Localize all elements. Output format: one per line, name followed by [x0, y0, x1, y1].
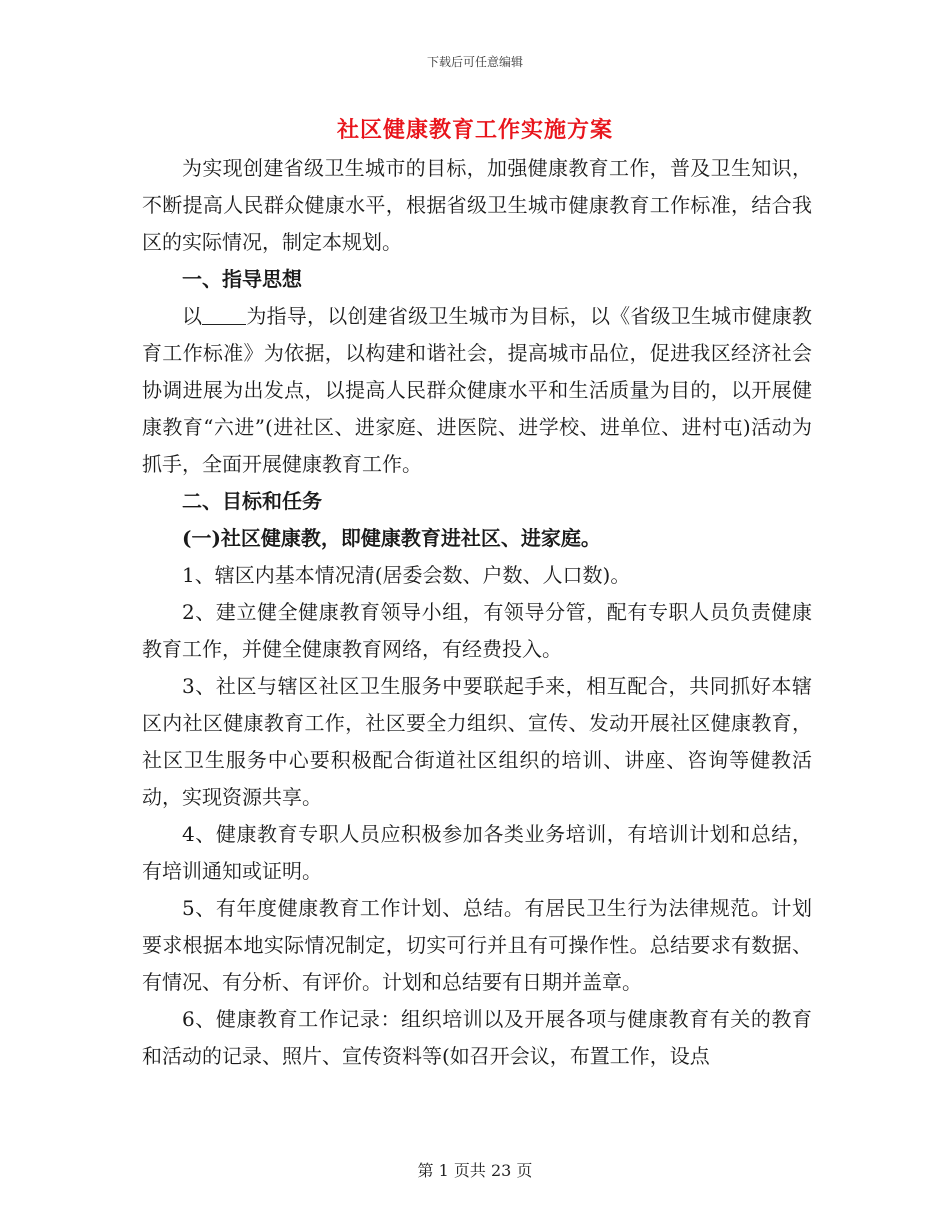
list-item-5: 5、有年度健康教育工作计划、总结。有居民卫生行为法律规范。计划要求根据本地实际情况制定，切实可行并且有可操作性。总结要求有数据、有情况、有分析、有评价。计划和总结要有日期并盖章。: [142, 896, 812, 994]
subsection-heading-community: (一)社区健康教，即健康教育进社区、进家庭。: [182, 526, 601, 550]
document-title: 社区健康教育工作实施方案: [336, 117, 613, 143]
document-body: [142, 150, 812, 1075]
section-heading-guiding-ideology: 一、指导思想: [182, 267, 302, 291]
intro-paragraph: 为实现创建省级卫生城市的目标，加强健康教育工作，普及卫生知识，不断提高人民群众健康水平，根据省级卫生城市健康教育工作标准，结合我区的实际情况，制定本规划。: [142, 156, 812, 254]
guide-text-b: 为指导，以创建省级卫生城市为目标，以《省级卫生城市健康教育工作标准》为依据，以构建和谐社会，提高城市品位，促进我区经济社会协调进展为出发点，以提高人民群众健康水平和生活质量为目的，以开展健康教育“六进”(进社区、进家庭、进医院、进学校、进单位、进村屯)活动为抓手，全面开展健康教育工作。: [142, 304, 813, 476]
section-heading-goals: 二、目标和任务: [182, 489, 322, 513]
guiding-ideology-paragraph: [142, 298, 812, 483]
blank-underline: [202, 304, 246, 325]
list-item-3: 3、社区与辖区社区卫生服务中要联起手来，相互配合，共同抓好本辖区内社区健康教育工作，社区要全力组织、宣传、发动开展社区健康教育，社区卫生服务中心要积极配合街道社区组织的培训、讲座、咨询等健教活动，实现资源共享。: [142, 674, 812, 809]
page-header: 下载后可任意编辑: [426, 55, 523, 69]
list-item-6: 6、健康教育工作记录：组织培训以及开展各项与健康教育有关的教育和活动的记录、照片、宣传资料等(如召开会议，布置工作，设点: [142, 1007, 812, 1068]
list-item-1: 1、辖区内基本情况清(居委会数、户数、人口数)。: [182, 563, 631, 587]
page-footer: 第 1 页共 23 页: [417, 1161, 533, 1180]
list-item-4: 4、健康教育专职人员应积极参加各类业务培训，有培训计划和总结，有培训通知或证明。: [142, 822, 812, 883]
guide-text-a: 以: [182, 304, 203, 328]
list-item-2: 2、建立健全健康教育领导小组，有领导分管，配有专职人员负责健康教育工作，并健全健康教育网络，有经费投入。: [142, 600, 812, 661]
